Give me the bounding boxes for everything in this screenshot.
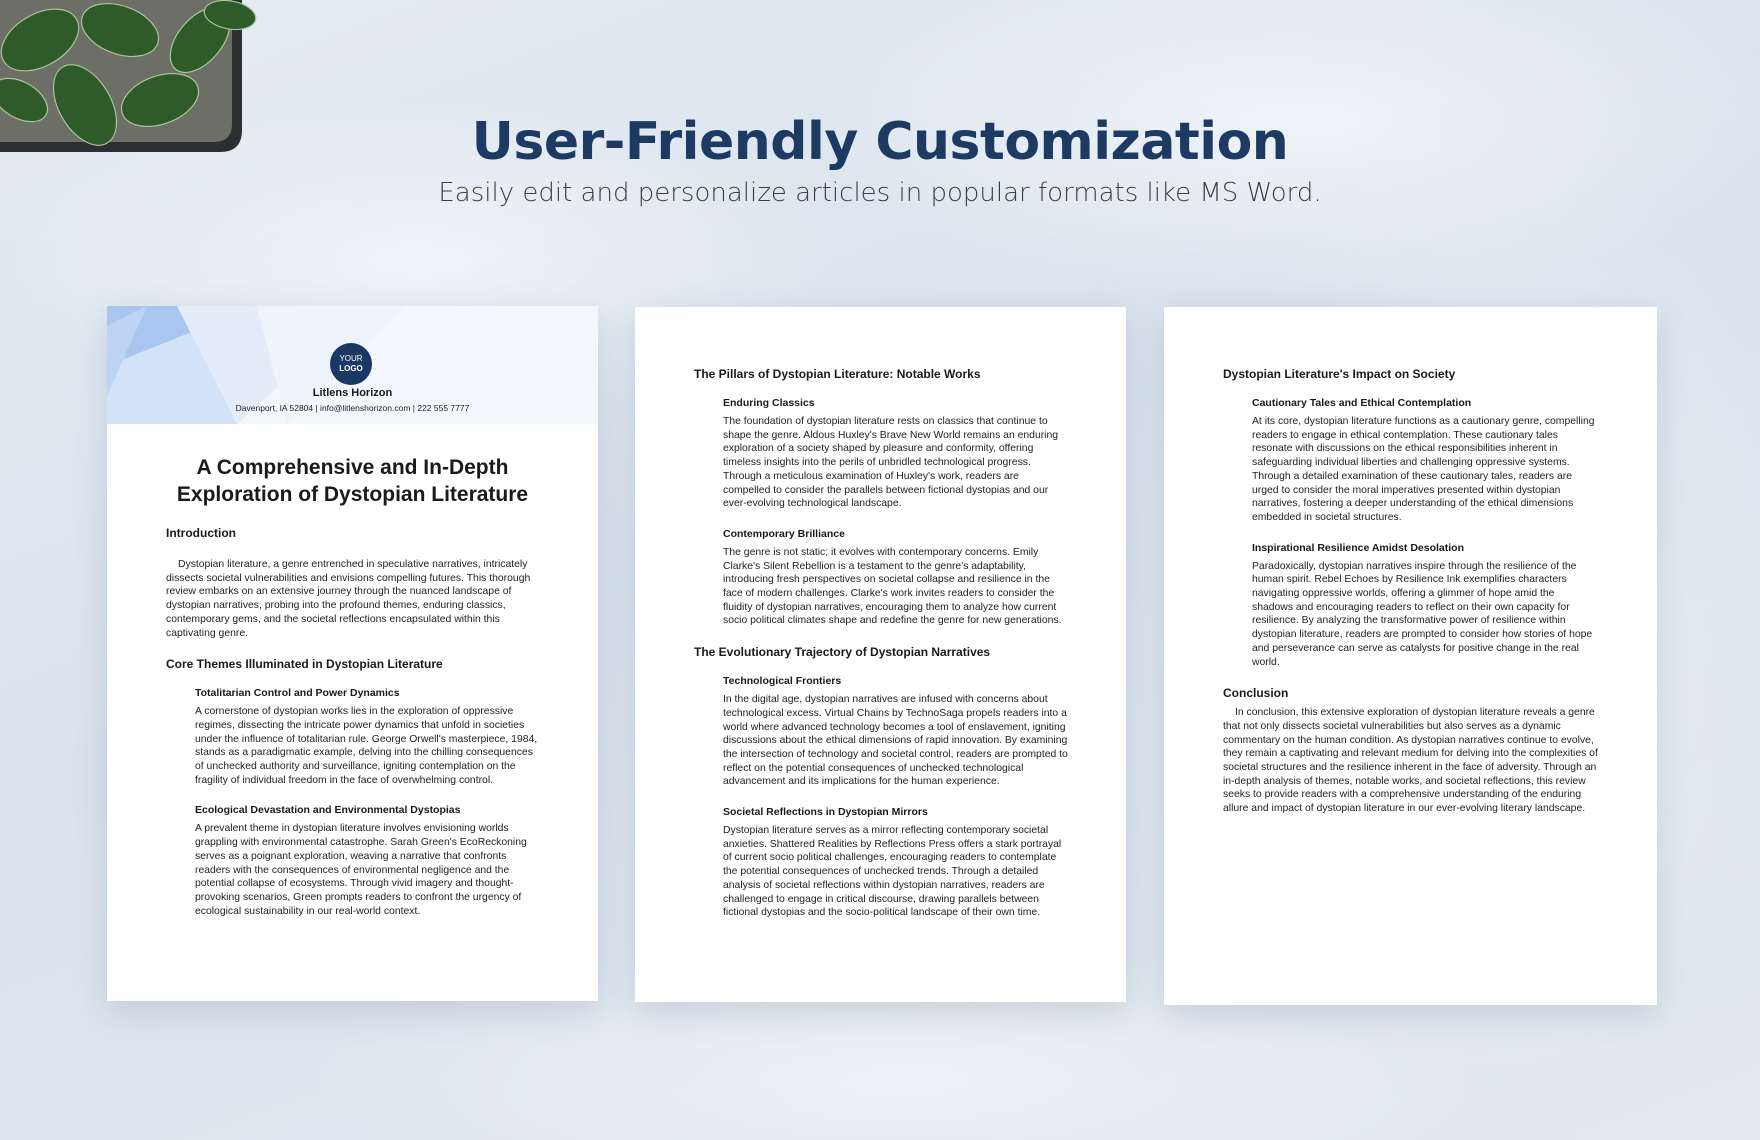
document-page-2 xyxy=(635,307,1126,1002)
paragraph: The genre is not static; it evolves with contemporary concerns. Emily Clarke's Silent Rebellion is a testament to the genre's adaptability, introducing fresh perspectives on societal collapse and resilience in the face of modern challenges. Clarke's work invites readers to consider the fluidity of dystopian narratives, encouraging them to analyze how current socio political climates shape and redefine the genre for new generations. xyxy=(723,546,1062,627)
paragraph: In conclusion, this extensive exploration of dystopian literature reveals a genre that not only dissects societal vulnerabilities but also serves as a dynamic commentary on the human condition. As dystopian narratives continue to evolve, they remain a captivating and relevant medium for delving into the complexities of societal structures and the resilience inherent in the face of adversity. Through an in-depth analysis of themes, notable works, and societal reflections, this review seeks to provide readers with a comprehensive understanding of the enduring allure and impact of dystopian literature in our ever-evolving literary landscape. xyxy=(1223,707,1598,815)
paragraph: The foundation of dystopian literature rests on classics that continue to shape the genre. Aldous Huxley's Brave New World remains an enduring exploration of a society shaped by pleasure and conformity, offering timeless insights into the perils of unbridled technological progress. Through a meticulous examination of Huxley's work, readers are compelled to consider the parallels between fictional dystopias and our ever-evolving technological landscape. xyxy=(723,416,1059,510)
letterhead xyxy=(107,306,598,424)
logo: YOUR LOGO xyxy=(330,343,372,385)
company-name: Litlens Horizon xyxy=(312,387,393,399)
subsection-heading: Technological Frontiers xyxy=(723,675,842,688)
document-page-1 xyxy=(107,306,598,1001)
company-address: Davenport, IA 52804 | info@litlenshorizon.com | 222 555 7777 xyxy=(235,403,470,413)
section-heading: Core Themes Illuminated in Dystopian Literature xyxy=(166,657,443,672)
section-heading: The Pillars of Dystopian Literature: Notable Works xyxy=(694,367,981,381)
subsection-heading: Contemporary Brilliance xyxy=(723,527,845,540)
document-page-3 xyxy=(1164,307,1657,1005)
paragraph: A cornerstone of dystopian works lies in the exploration of oppressive regimes, dissecting the intricate power dynamics that unfold in societies under the influence of totalitarian rule. George Orwell's masterpiece, 1984, stands as a paradigmatic example, delving into the chilling consequences of unchecked authority and surveillance, igniting contemplation on the fragility of individual freedom in the face of overwhelming control. xyxy=(195,706,538,786)
subsection-heading: Ecological Devastation and Environmental Dystopias xyxy=(195,804,461,817)
section-heading: Introduction xyxy=(166,526,236,540)
section-heading: Conclusion xyxy=(1223,686,1289,701)
subsection-heading: Societal Reflections in Dystopian Mirrors xyxy=(723,806,928,819)
document-title: A Comprehensive and In-Depth Exploration of Dystopian Literature xyxy=(176,456,529,506)
paragraph: Dystopian literature serves as a mirror reflecting contemporary societal anxieties. Shattered Realities by Reflections Press offers a stark portrayal of current socio political challenges, encouraging readers to contemplate the potential consequences of unchecked trends. Through a detailed analysis of societal reflections within dystopian narratives, readers are challenged to engage in critical discourse, drawing parallels between fictional dystopias and the socio-political landscape of their own time. xyxy=(723,825,1062,919)
hero-title: User-Friendly Customization xyxy=(471,112,1289,172)
section-heading: Dystopian Literature's Impact on Society xyxy=(1223,367,1456,381)
paragraph: Dystopian literature, a genre entrenched in speculative narratives, intricately dissects societal vulnerabilities and envisions compelling futures. This thorough review embarks on an extensive journey through the nuanced landscape of dystopian narratives, probing into the profound themes, enduring classics, contemporary gems, and the societal reflections encapsulated within this captivating genre. xyxy=(166,559,531,639)
subsection-heading: Cautionary Tales and Ethical Contemplation xyxy=(1252,397,1472,409)
subsection-heading: Totalitarian Control and Power Dynamics xyxy=(195,687,400,700)
section-heading: The Evolutionary Trajectory of Dystopian Narratives xyxy=(694,645,991,660)
subsection-heading: Enduring Classics xyxy=(723,397,815,409)
hero-subtitle: Easily edit and personalize articles in popular formats like MS Word. xyxy=(438,178,1322,208)
paragraph: A prevalent theme in dystopian literature involves envisioning worlds grappling with environmental catastrophe. Sarah Green's EcoReckoning serves as a poignant exploration, weaving a narrative that confronts readers with the consequences of environmental negligence and the potential collapse of ecosystems. Through vivid imagery and thought-provoking scenarios, Green prompts readers to confront the urgency of ecological sustainability in our real-world context. xyxy=(195,823,527,917)
paragraph: Paradoxically, dystopian narratives inspire through the resilience of the human spirit. Rebel Echoes by Resilience Ink exemplifies characters navigating oppressive worlds, offering a glimmer of hope amid the shadows and encouraging readers to reflect on their own capacity for resilience. By analyzing the transformative power of resilience within dystopian literature, readers are prompted to consider how stories of hope and perseverance can serve as catalysts for positive change in the real world. xyxy=(1252,560,1593,668)
paragraph: In the digital age, dystopian narratives are infused with concerns about technological excess. Virtual Chains by TechnoSaga propels readers into a world where advanced technology becomes a tool of enslavement, igniting discussions about the ethical dimensions of rapid innovation. By examining the intersection of technology and societal control, readers are prompted to reflect on the potential consequences of unchecked technological advancement and its implications for the human experience. xyxy=(723,694,1068,788)
paragraph: At its core, dystopian literature functions as a cautionary genre, compelling readers to engage in ethical contemplation. These cautionary tales resonate with discussions on the ethical responsibilities inherent in safeguarding individual liberties and challenging oppressive systems. Through a detailed examination of these cautionary tales, readers are urged to consider the moral imperatives presented within dystopian narratives, fostering a deeper understanding of the ethical dimensions embedded in societal structures. xyxy=(1252,416,1595,523)
subsection-heading: Inspirational Resilience Amidst Desolation xyxy=(1252,541,1464,554)
